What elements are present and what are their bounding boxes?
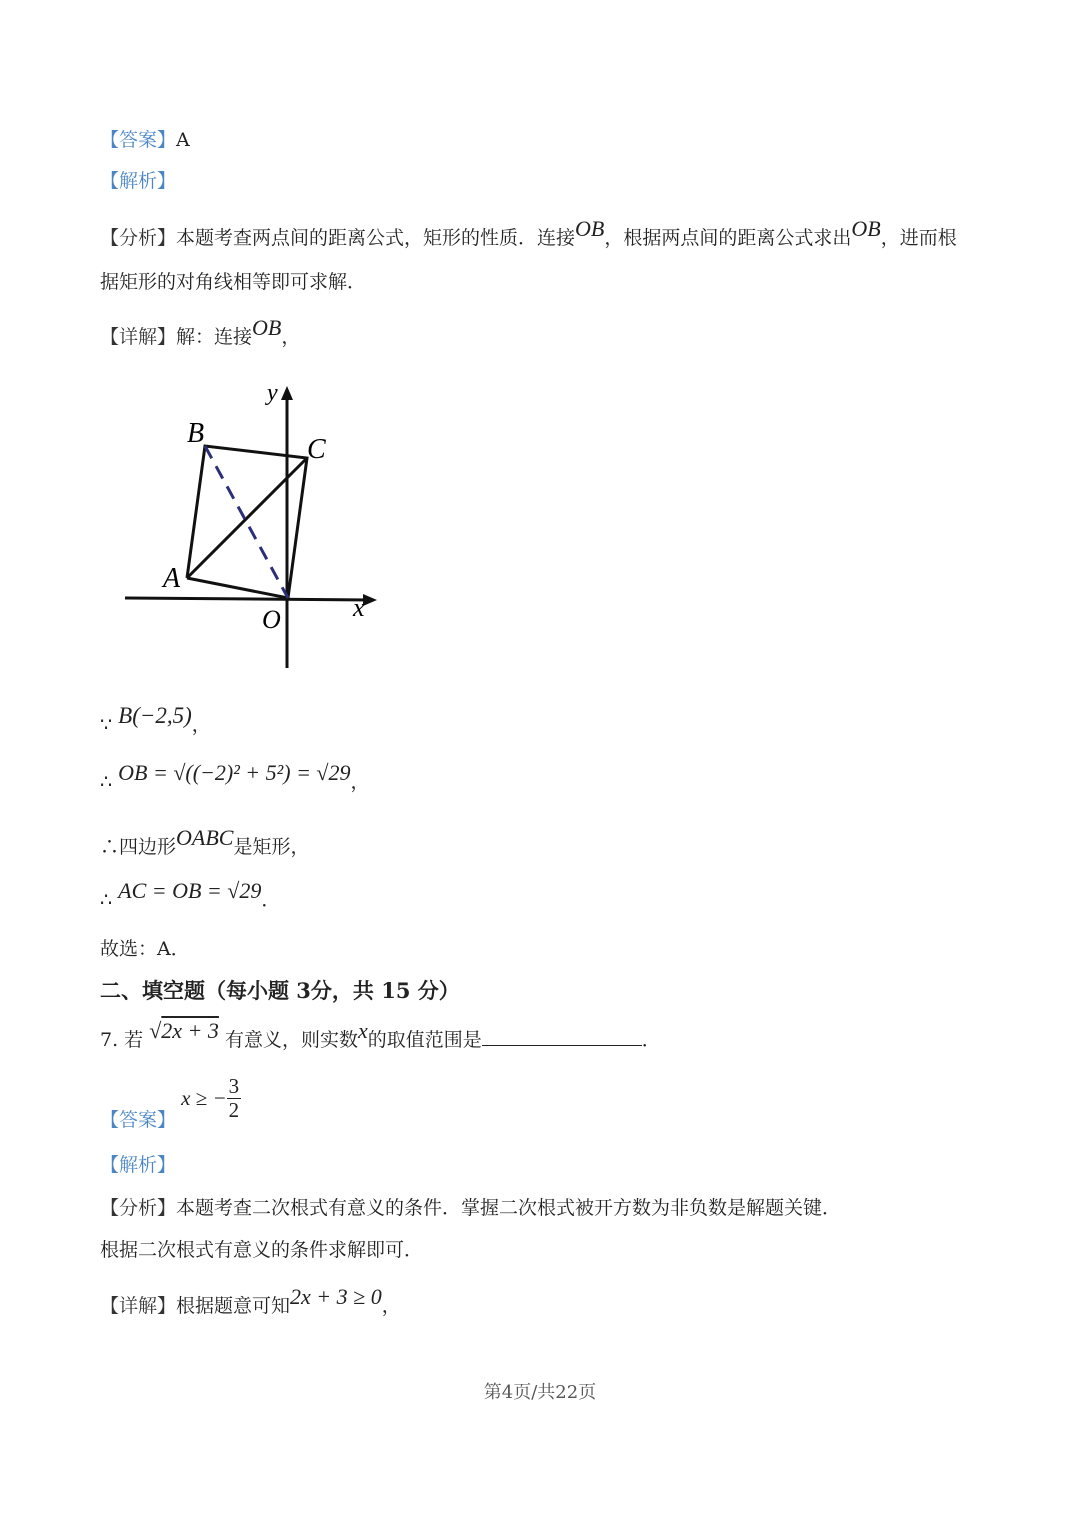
comma: ， xyxy=(281,326,301,348)
denominator: 2 xyxy=(228,1098,240,1123)
y-axis-arrow xyxy=(281,386,293,400)
diagonal-ob-dashed xyxy=(205,446,288,598)
step-2 xyxy=(100,760,370,793)
comma: ， xyxy=(350,771,370,793)
label-b: B xyxy=(187,418,205,449)
comma: ， xyxy=(381,1295,401,1317)
x-axis-arrow xyxy=(363,594,377,606)
period: ． xyxy=(641,1029,661,1051)
answer-tag: 【答案】 xyxy=(100,1109,177,1131)
math-answer xyxy=(181,1075,241,1122)
conclusion: 故选：A． xyxy=(100,938,190,960)
step-1 xyxy=(100,703,211,736)
label-o: O xyxy=(262,605,281,634)
fenxi-text: 本题考查两点间的距离公式，矩形的性质．连接 xyxy=(176,227,576,249)
page-footer: 第4页/共22页 xyxy=(483,1382,597,1403)
fenxi-tag: 【分析】 xyxy=(100,227,177,249)
detail-line-q7 xyxy=(100,1284,401,1317)
math-ob: OB xyxy=(575,216,605,241)
fenxi-text: ，根据两点间的距离公式求出 xyxy=(604,227,852,249)
label-a: A xyxy=(163,563,181,594)
math-inequality: 2x + 3 ≥ 0 xyxy=(290,1284,382,1309)
step-text: 是矩形， xyxy=(233,836,310,858)
question-7 xyxy=(100,1018,661,1051)
rectangle-oabc xyxy=(187,446,307,598)
section-title: 二、填空题（每小题 3分，共 15 分） xyxy=(100,978,460,1003)
math-point-b: B(−2,5) xyxy=(118,703,192,728)
step-3 xyxy=(100,825,310,858)
fenxi-line-2: 据矩形的对角线相等即可求解． xyxy=(100,271,367,293)
numerator: 3 xyxy=(228,1074,240,1098)
fenxi-line-q7-2: 根据二次根式有意义的条件求解即可． xyxy=(100,1239,424,1261)
diagonal-ac xyxy=(187,458,307,578)
math-oabc: OABC xyxy=(176,825,234,850)
math-sqrt: √2x + 3 xyxy=(149,1018,219,1043)
answer-line-q6 xyxy=(100,131,190,150)
answer-value: A xyxy=(176,129,190,151)
math-answer-lhs: x ≥ − xyxy=(181,1086,227,1111)
answer-tag: 【答案】 xyxy=(100,129,177,151)
detail-text: 解：连接 xyxy=(176,326,253,348)
fenxi-line-q7 xyxy=(100,1199,841,1218)
answer-line-q7 xyxy=(100,1075,241,1130)
fenxi-text: ，进而根 xyxy=(880,227,957,249)
math-x: x xyxy=(357,1018,368,1043)
math-ob: OB xyxy=(851,216,881,241)
period: ． xyxy=(261,889,281,911)
question-text: 的取值范围是 xyxy=(367,1029,482,1051)
math-ac-equals-ob: AC = OB = √29 xyxy=(118,878,262,903)
detail-tag: 【详解】 xyxy=(100,1295,177,1317)
step-text: ∴四边形 xyxy=(100,836,177,858)
fraction xyxy=(227,1075,242,1122)
label-y: y xyxy=(267,380,278,406)
x-axis xyxy=(125,598,370,600)
fenxi-tag: 【分析】 xyxy=(100,1197,177,1219)
label-c: C xyxy=(307,434,326,465)
comma: ， xyxy=(191,714,211,736)
therefore-symbol: ∴ xyxy=(100,889,113,911)
detail-line xyxy=(100,315,301,348)
detail-tag: 【详解】 xyxy=(100,326,177,348)
question-number: 7. 若 xyxy=(100,1029,144,1051)
therefore-symbol: ∴ xyxy=(100,771,113,793)
label-x: x xyxy=(353,593,365,622)
detail-text: 根据题意可知 xyxy=(176,1295,291,1317)
question-text: 有意义，则实数 xyxy=(224,1029,358,1051)
analysis-tag: 【解析】 xyxy=(100,170,177,192)
math-ob-length: OB = √((−2)² + 5²) = √29 xyxy=(118,760,351,785)
math-ob: OB xyxy=(252,315,282,340)
answer-blank[interactable] xyxy=(482,1029,642,1046)
fenxi-text: 本题考查二次根式有意义的条件．掌握二次根式被开方数为非负数是解题关键． xyxy=(176,1197,842,1219)
rectangle-figure xyxy=(115,378,395,678)
radicand: 2x + 3 xyxy=(161,1018,219,1043)
step-4 xyxy=(100,878,281,911)
because-symbol: ∵ xyxy=(100,714,113,736)
analysis-tag: 【解析】 xyxy=(100,1154,177,1176)
fenxi-line-1 xyxy=(100,216,957,249)
